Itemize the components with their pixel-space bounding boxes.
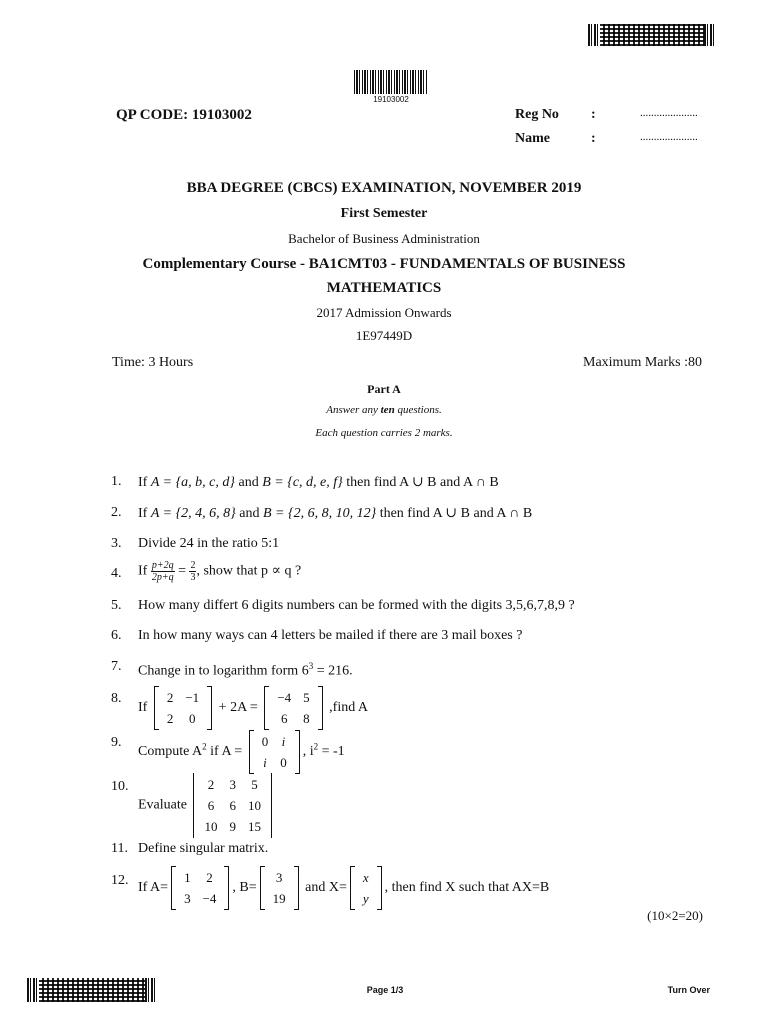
matrix-cell: 2 [166, 711, 174, 726]
q4-fraction-1 [151, 560, 175, 583]
question-8 [138, 686, 368, 730]
q8-matrix-2 [264, 686, 322, 730]
course-line-2: MATHEMATICS [326, 280, 442, 296]
q1-mid: and [235, 475, 263, 490]
q4-eq: = [174, 563, 190, 579]
reg-no-colon: : [591, 107, 596, 122]
q12-matrix-a [171, 866, 229, 910]
instruction-1-post: questions. [394, 404, 442, 416]
question-11: Define singular matrix. [138, 841, 269, 856]
q2-mid: and [235, 506, 263, 521]
programme: Bachelor of Business Administration [288, 231, 480, 246]
q9-sup: 2 [202, 741, 207, 752]
q9-post-sup: 2 [313, 741, 319, 752]
matrix-cell: 15 [247, 819, 261, 834]
instruction-1 [0, 404, 768, 416]
top-right-barcode-edge [588, 24, 600, 46]
q4-post: , show that p ∝ q ? [196, 563, 302, 579]
course-line-1: Complementary Course - BA1CMT03 - FUNDAMENTALS OF BUSINESS [142, 256, 626, 272]
bottom-left-barcode-edge-right [145, 978, 157, 1002]
matrix-cell: 6 [207, 798, 215, 813]
q8-pre: If [138, 700, 148, 716]
top-right-barcode [588, 24, 716, 46]
matrix-cell: 6 [229, 798, 236, 813]
q9-post: = -1 [318, 744, 345, 760]
matrix-cell: x [362, 870, 369, 885]
question-number: 7. [111, 659, 122, 674]
top-right-barcode-edge-right [704, 24, 716, 46]
semester: First Semester [340, 206, 428, 221]
q1-set-a: A = {a, b, c, d} [150, 475, 235, 490]
maximum-marks: Maximum Marks :80 [583, 355, 702, 370]
q12-pre: If A= [138, 880, 169, 896]
q12-matrix-x [350, 866, 382, 910]
q4-frac2-num: 2 [190, 560, 196, 571]
exam-title: BBA DEGREE (CBCS) EXAMINATION, NOVEMBER 2019 [186, 180, 582, 196]
bottom-left-barcode-edge [27, 978, 39, 1002]
question-10 [138, 773, 275, 838]
q10-pre: Evaluate [138, 797, 187, 813]
question-number: 11. [111, 841, 128, 856]
q12-matrix-b [260, 866, 299, 910]
question-2 [138, 505, 532, 522]
question-number: 8. [111, 691, 122, 706]
question-5: How many differt 6 digits numbers can be formed with the digits 3,5,6,7,8,9 ? [138, 598, 575, 613]
name-label: Name [515, 131, 550, 146]
q4-pre: If [138, 563, 151, 579]
matrix-cell: 3 [275, 870, 283, 885]
question-number: 3. [111, 536, 122, 551]
q10-determinant [193, 773, 272, 838]
q9-pre: Compute A [138, 744, 203, 760]
question-number: 2. [111, 505, 122, 520]
q8-matrix-1 [154, 686, 212, 730]
q12-x-label: and X= [305, 880, 347, 896]
matrix-cell: 5 [303, 690, 310, 705]
time: Time: 3 Hours [112, 355, 194, 370]
question-number: 9. [111, 735, 122, 750]
instruction-1-bold: ten [380, 404, 395, 416]
matrix-cell: 0 [261, 734, 269, 749]
q7-post: = 216. [313, 663, 353, 679]
matrix-cell: 0 [280, 755, 287, 770]
reg-no-label: Reg No [515, 107, 559, 122]
page-number: Page 1/3 [366, 985, 404, 995]
part-a-marks: (10×2=20) [647, 908, 703, 923]
matrix-cell: 3 [184, 891, 191, 906]
matrix-cell: 2 [206, 870, 213, 885]
q1-post: then find A ∪ B and A ∩ B [342, 475, 499, 490]
question-3: Divide 24 in the ratio 5:1 [138, 536, 280, 551]
q4-frac1-num: p+2q [151, 560, 174, 571]
matrix-cell: 1 [184, 870, 191, 885]
matrix-cell: 3 [229, 777, 236, 792]
matrix-cell: i [263, 755, 267, 770]
q9-matrix [249, 730, 300, 774]
bottom-left-barcode [27, 978, 157, 1002]
matrix-cell: 6 [280, 711, 288, 726]
matrix-cell: 8 [303, 711, 310, 726]
instruction-2: Each question carries 2 marks. [315, 427, 453, 439]
question-7 [138, 661, 353, 680]
part-title: Part A [367, 382, 401, 396]
reg-no-field[interactable]: ..................... [640, 107, 698, 119]
q2-set-b: B = {2, 6, 8, 10, 12} [263, 506, 377, 521]
matrix-cell: 9 [229, 819, 236, 834]
instruction-1-pre: Answer any [326, 404, 381, 416]
question-number: 10. [111, 779, 129, 794]
q2-set-a: A = {2, 4, 6, 8} [150, 506, 236, 521]
q8-post: ,find A [329, 700, 369, 716]
q2-pre: If [138, 506, 151, 521]
question-1 [138, 474, 499, 491]
matrix-cell: 2 [166, 690, 174, 705]
name-colon: : [591, 131, 596, 146]
matrix-cell: −4 [202, 891, 217, 906]
qp-barcode [354, 70, 428, 94]
qp-code: QP CODE: 19103002 [116, 107, 252, 123]
q4-frac1-den: 2p+q [151, 572, 174, 583]
q2-post: then find A ∪ B and A ∩ B [376, 506, 533, 521]
question-number: 4. [111, 566, 122, 581]
matrix-cell: y [362, 891, 369, 906]
turn-over: Turn Over [667, 985, 710, 995]
question-number: 5. [111, 598, 122, 613]
matrix-cell: 2 [207, 777, 215, 792]
qp-barcode-number: 19103002 [373, 95, 409, 104]
q7-pre: Change in to logarithm form 6 [138, 663, 309, 679]
q12-b-label: , B= [232, 880, 257, 896]
question-number: 6. [111, 628, 122, 643]
matrix-cell: −4 [277, 690, 292, 705]
question-12 [138, 866, 549, 910]
matrix-cell: i [281, 734, 286, 749]
question-number: 12. [111, 873, 129, 888]
q12-post: , then find X such that AX=B [384, 880, 550, 896]
q4-frac2-den: 3 [190, 572, 196, 583]
admission: 2017 Admission Onwards [316, 305, 452, 320]
q8-mid: + 2A = [218, 700, 258, 716]
matrix-cell: 5 [251, 777, 258, 792]
name-field[interactable]: ..................... [640, 131, 698, 143]
q9-post-pre: , i [302, 744, 314, 760]
matrix-cell: 10 [204, 819, 218, 834]
paper-code: 1E97449D [355, 328, 413, 343]
question-4 [138, 560, 301, 583]
q7-sup: 3 [308, 661, 314, 671]
q1-set-b: B = {c, d, e, f} [262, 475, 343, 490]
question-9 [138, 730, 345, 774]
matrix-cell: 19 [272, 891, 286, 906]
question-number: 1. [111, 474, 122, 489]
matrix-cell: 0 [189, 711, 196, 726]
q1-pre: If [138, 475, 151, 490]
question-6: In how many ways can 4 letters be mailed if there are 3 mail boxes ? [138, 628, 523, 643]
matrix-cell: −1 [185, 690, 200, 705]
matrix-cell: 10 [247, 798, 261, 813]
q9-mid: if A = [206, 744, 243, 760]
